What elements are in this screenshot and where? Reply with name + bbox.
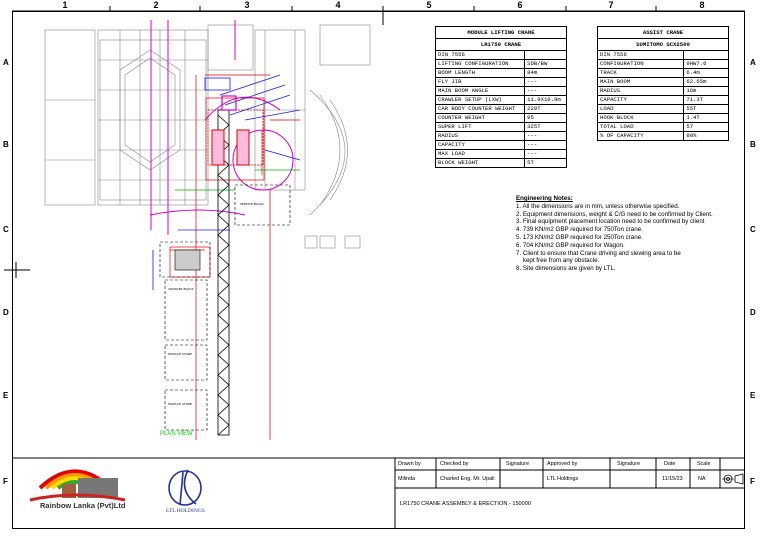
row-value: ---	[525, 78, 567, 87]
note-item: 4. 739 KN/m2 GBP required for 750Ton crane.	[516, 226, 643, 234]
row-label: F	[3, 477, 8, 486]
note-item: 6. 704 KN/m2 GBP required for Wagon.	[516, 241, 625, 249]
svg-text:MODULE STORE: MODULE STORE	[168, 352, 193, 356]
row-value: 80%	[684, 132, 729, 141]
note-item: 5. 173 KN/m2 GBP required for 250Ton crane.	[516, 233, 643, 241]
row-value: 71.3T	[684, 96, 729, 105]
row-label: CRAWLER SETUP (LXW)	[436, 96, 525, 105]
row-label: DIN 7556	[598, 51, 684, 60]
column-label: 1	[62, 0, 68, 10]
row-label: TOTAL LOAD	[598, 123, 684, 132]
table-model: SUMITOMO SCX2500	[598, 39, 729, 51]
note-item: 2. Equipment dimensions, weight & C/G need to be confirmed by Client.	[516, 210, 713, 218]
row-label: SUPER LIFT	[436, 123, 525, 132]
row-label: MAX LOAD	[436, 150, 525, 159]
table-title: MODULE LIFTING CRANE	[436, 27, 567, 39]
row-label: D	[3, 308, 9, 317]
tb-header-approved-by: Approved by	[547, 461, 578, 467]
row-label: RADIUS	[598, 87, 684, 96]
row-label: MAIN BOOM	[598, 78, 684, 87]
row-label: LOAD	[598, 105, 684, 114]
row-label: LIFTING CONFIGURATION	[436, 60, 525, 69]
projection-symbol-icon	[722, 472, 744, 486]
note-item: 7. Client to ensure that Crane driving and slewing area to be	[516, 249, 681, 257]
row-value: ---	[525, 87, 567, 96]
tb-scale: NA	[698, 476, 706, 482]
row-label: FLY JIB	[436, 78, 525, 87]
drawing-title: LR1750 CRANE ASSEMBLY & ERECTION - 150000	[400, 501, 531, 507]
row-label: TRACK	[598, 69, 684, 78]
row-label: CAR BODY COUNTER WEIGHT	[436, 105, 525, 114]
tb-header-signature: Signature	[506, 461, 530, 467]
row-label: CONFIGURATION	[598, 60, 684, 69]
row-value: SDB/BW	[525, 60, 567, 69]
row-value: ---	[525, 150, 567, 159]
row-value: 55T	[684, 105, 729, 114]
row-label: D	[750, 308, 756, 317]
rainbow-lanka-logo-text: Rainbow Lanka (Pvt)Ltd	[40, 501, 126, 510]
row-value: 95	[525, 114, 567, 123]
notes-title: Engineering Notes:	[516, 195, 573, 202]
row-value: 62.65m	[684, 78, 729, 87]
row-value: 11.9X10.9m	[525, 96, 567, 105]
row-label: B	[750, 140, 756, 149]
row-label: B	[3, 140, 9, 149]
row-label: E	[750, 391, 756, 400]
column-label: 7	[608, 0, 614, 10]
note-item: 8. Site dimensions are given by LTL.	[516, 265, 616, 273]
tb-header-drawn-by: Drawn by	[398, 461, 421, 467]
row-label: COUNTER WEIGHT	[436, 114, 525, 123]
tb-header-date: Date	[664, 461, 676, 467]
note-item: 3. Final equipment placement location need to be confirmed by client	[516, 218, 705, 226]
tb-checked-by: Charted Eng. Mr. Upali	[440, 476, 495, 482]
row-value: 325T	[525, 123, 567, 132]
row-label: A	[750, 58, 756, 67]
row-label: % OF CAPACITY	[598, 132, 684, 141]
table-model: LR1750 CRANE	[436, 39, 567, 51]
row-value: 6.4m	[684, 69, 729, 78]
row-label: RADIUS	[436, 132, 525, 141]
row-label: BOOM LENGTH	[436, 69, 525, 78]
tb-header-scale: Scale	[697, 461, 711, 467]
row-label: BLOCK WEIGHT	[436, 159, 525, 168]
column-label: 6	[517, 0, 523, 10]
column-label: 8	[699, 0, 705, 10]
svg-text:MODULE STORE: MODULE STORE	[168, 402, 193, 406]
tb-date: 11/15/23	[662, 476, 683, 482]
plan-view-label: PLAN VIEW	[160, 431, 193, 437]
column-label: 5	[426, 0, 432, 10]
tb-drawn-by: Milinda	[398, 476, 416, 482]
row-value: ---	[525, 141, 567, 150]
tb-header-signature: Signature	[617, 461, 641, 467]
row-value: ---	[525, 132, 567, 141]
svg-text:SERVICE BLOCK: SERVICE BLOCK	[240, 202, 264, 206]
row-value: 57	[684, 123, 729, 132]
row-value: 220T	[525, 105, 567, 114]
row-value: 16m	[684, 87, 729, 96]
column-label: 4	[335, 0, 341, 10]
row-label: CAPACITY	[436, 141, 525, 150]
row-label: CAPACITY	[598, 96, 684, 105]
row-label: A	[3, 58, 9, 67]
note-item: 1. All the dimensions are in mm, unless otherwise specified.	[516, 202, 680, 210]
row-label: DIN 7556	[436, 51, 525, 60]
column-label: 3	[244, 0, 250, 10]
row-value: 84m	[525, 69, 567, 78]
tb-header-checked-by: Checked by	[440, 461, 469, 467]
row-label: E	[3, 391, 9, 400]
svg-text:CRAWLER BLOCK: CRAWLER BLOCK	[168, 287, 194, 291]
row-label: F	[750, 477, 755, 486]
table-title: ASSIST CRANE	[598, 27, 729, 39]
row-value: 5T	[525, 159, 567, 168]
row-label: MAIN BOOM ANGLE	[436, 87, 525, 96]
note-item: kept free from any obstacle.	[516, 257, 600, 265]
column-label: 2	[153, 0, 159, 10]
ltl-logo-graphic	[169, 470, 201, 505]
row-label: HOOK BLOCK	[598, 114, 684, 123]
tb-approved-by: LTL Holdings	[547, 476, 579, 482]
rainbow-logo-graphic	[30, 472, 125, 501]
row-label: C	[3, 225, 9, 234]
row-value: 1.4T	[684, 114, 729, 123]
ltl-holdings-logo-text: LTL HOLDINGS	[166, 508, 205, 514]
row-label: C	[750, 225, 756, 234]
row-value: 9HW7.6	[684, 60, 729, 69]
